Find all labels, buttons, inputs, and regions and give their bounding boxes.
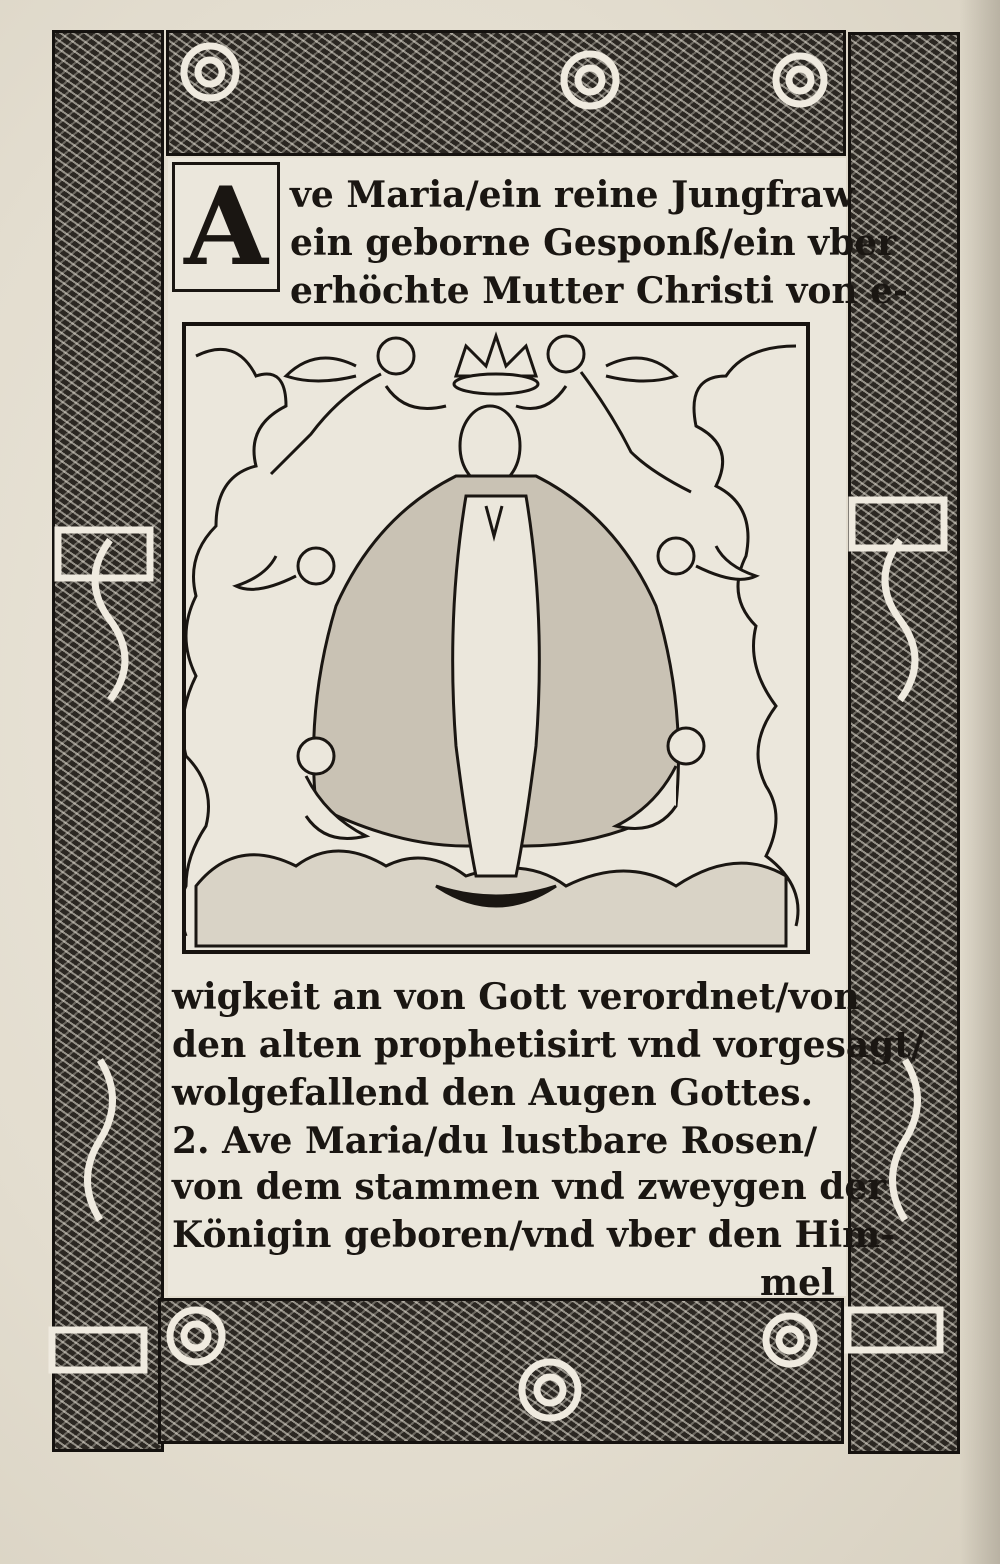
text-line: ve Maria/ein reine Jungfraw (290, 174, 855, 216)
text-line: 2. Ave Maria/du lustbare Rosen/ (172, 1120, 818, 1162)
left-border-ornament (52, 30, 164, 1452)
woodcut-illustration (182, 322, 810, 954)
text-line: wigkeit an von Gott verordnet/von (172, 976, 860, 1018)
spine-shadow (960, 0, 1000, 1564)
text-line: den alten prophetisirt vnd vorgesagt/ (172, 1024, 925, 1066)
text-line: wolgefallend den Augen Gottes. (172, 1072, 814, 1114)
virgin-mary-woodcut-icon (186, 326, 806, 950)
top-border-ornament (166, 30, 846, 156)
bottom-border-ornament (158, 1298, 844, 1444)
text-line: ein geborne Gesponß/ein vber (290, 222, 897, 264)
text-line: erhöchte Mutter Christi von e- (290, 270, 908, 312)
text-line: von dem stammen vnd zweygen der (172, 1166, 887, 1208)
drop-cap-initial: A (172, 162, 280, 292)
catchword: mel (760, 1262, 835, 1304)
text-line: Königin geboren/vnd vber den Him- (172, 1214, 896, 1256)
